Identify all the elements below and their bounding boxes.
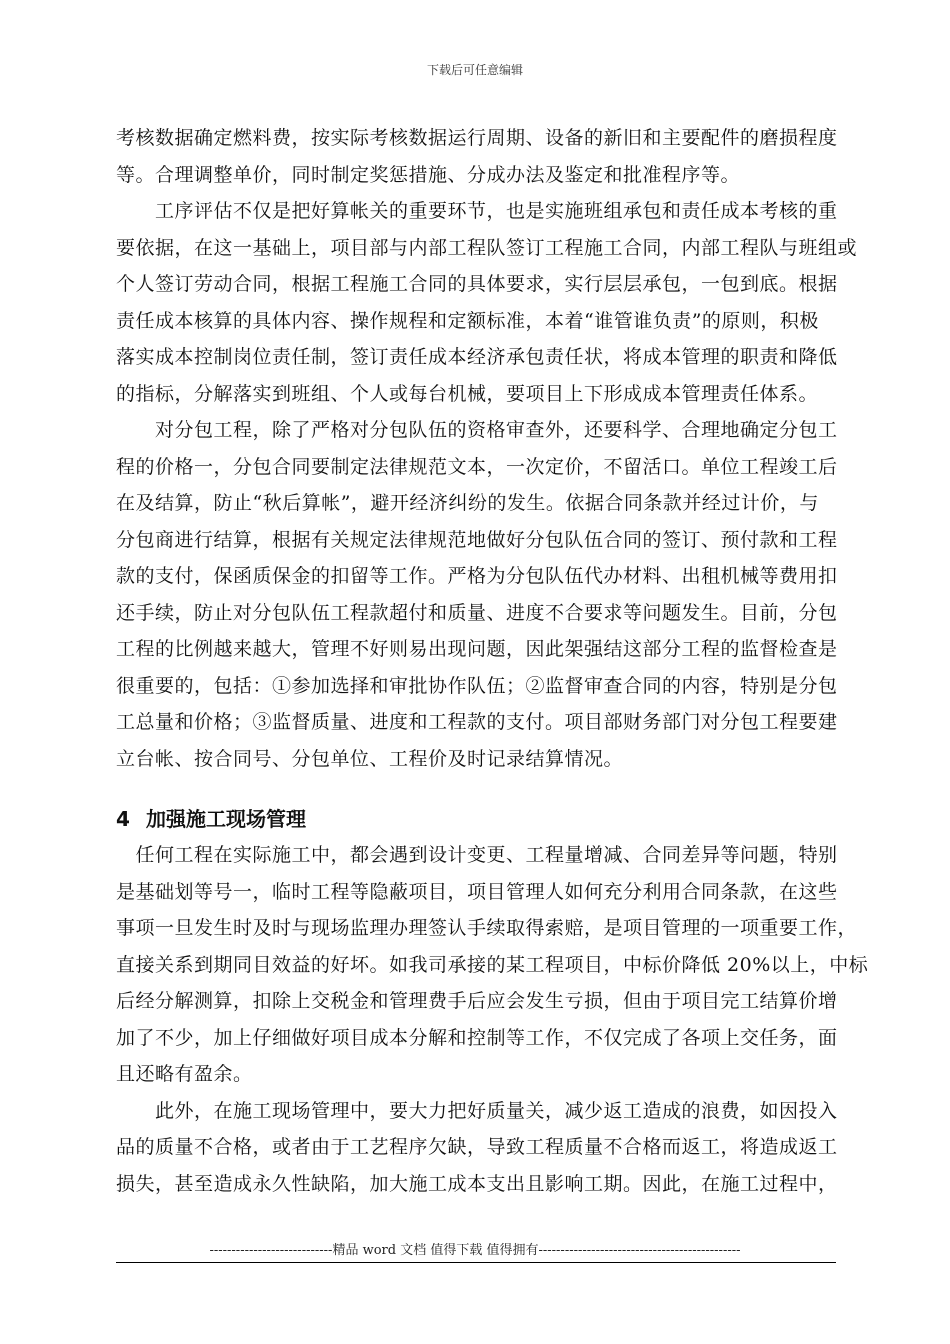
- text-line: 落实成本控制岗位责任制，签订责任成本经济承包责任状，将成本管理的职责和降低: [116, 346, 838, 368]
- text-line: 的指标，分解落实到班组、个人或每台机械，要项目上下形成成本管理责任体系。: [116, 382, 819, 405]
- text-line: 还手续，防止对分包队伍工程款超付和质量、进度不合要求等问题发生。目前，分包: [116, 601, 838, 624]
- text-line: 直接关系到期同目效益的好坏。如我司承接的某工程项目，中标价降低 20%以上，中标: [116, 953, 869, 976]
- section-heading: [116, 801, 838, 837]
- text-line: 任何工程在实际施工中，都会遇到设计变更、工程量增减、合同差异等问题，特别: [116, 844, 838, 866]
- text-line: 款的支付，保函质保金的扣留等工作。严格为分包队伍代办材料、出租机械等费用扣: [116, 565, 838, 587]
- text-line: 分包商进行结算，根据有关规定法律规范地做好分包队伍合同的签订、预付款和工程: [116, 528, 838, 551]
- text-line: 事项一旦发生时及时与现场监理办理签认手续取得索赔，是项目管理的一项重要工作，: [116, 917, 858, 939]
- section-number: 4: [116, 807, 130, 831]
- text-line: 后经分解测算，扣除上交税金和管理费手后应会发生亏损，但由于项目完工结算价增: [116, 990, 838, 1012]
- text-line: 工程的比例越来越大，管理不好则易出现问题，因此架强结这部分工程的监督检查是: [116, 638, 838, 660]
- paragraph: [116, 120, 838, 193]
- text-line: 损失，甚至造成永久性缺陷，加大施工成本支出且影响工期。因此，在施工过程中，: [116, 1172, 838, 1195]
- paragraph: [116, 412, 838, 777]
- text-line: 品的质量不合格，或者由于工艺程序欠缺，导致工程质量不合格而返工，将造成返工: [116, 1136, 838, 1158]
- text-line: 加了不少，加上仔细做好项目成本分解和控制等工作，不仅完成了各项上交任务，面: [116, 1026, 838, 1049]
- paragraph: [116, 1093, 838, 1203]
- text-line: 此外，在施工现场管理中，要大力把好质量关，减少返工造成的浪费，如因投入: [116, 1099, 838, 1122]
- text-line: 工序评估不仅是把好算帐关的重要环节，也是实施班组承包和责任成本考核的重: [116, 200, 838, 222]
- paragraph: [116, 837, 869, 1093]
- footer-rule: [116, 1262, 836, 1263]
- section-title: 加强施工现场管理: [146, 807, 306, 831]
- text-line: 很重要的，包括：①参加选择和审批协作队伍；②监督审查合同的内容，特别是分包: [116, 674, 838, 697]
- text-line: 立台帐、按合同号、分包单位、工程价及时记录结算情况。: [116, 747, 624, 770]
- text-line: 要依据，在这一基础上，项目部与内部工程队签订工程施工合同，内部工程队与班组或: [116, 236, 858, 259]
- text-line: 个人签订劳动合同，根据工程施工合同的具体要求，实行层层承包，一包到底。根据: [116, 273, 838, 295]
- text-line: 是基础划等号一，临时工程等隐蔽项目，项目管理人如何充分利用合同条款，在这些: [116, 880, 838, 903]
- text-line: 程的价格一，分包合同要制定法律规范文本，一次定价，不留活口。单位工程竣工后: [116, 455, 838, 478]
- paragraph: [116, 193, 858, 412]
- page-footer: ----------------------------精品 word 文档 值得下载 值得拥有----------------------------------------------: [209, 1243, 741, 1258]
- text-line: 在及结算，防止“秋后算帐”，避开经济纠纷的发生。依据合同条款并经过计价，与: [116, 492, 819, 514]
- text-line: 工总量和价格；③监督质量、进度和工程款的支付。项目部财务部门对分包工程要建: [116, 711, 838, 733]
- text-line: 对分包工程，除了严格对分包队伍的资格审查外，还要科学、合理地确定分包工: [116, 419, 838, 441]
- text-line: 等。合理调整单价，同时制定奖惩措施、分成办法及鉴定和批准程序等。: [116, 163, 741, 186]
- document-body: [116, 120, 869, 1202]
- page-header: 下载后可任意编辑: [426, 63, 523, 77]
- text-line: 且还略有盈余。: [116, 1063, 253, 1085]
- text-line: 考核数据确定燃料费，按实际考核数据运行周期、设备的新旧和主要配件的磨损程度: [116, 127, 838, 149]
- text-line: 责任成本核算的具体内容、操作规程和定额标准，本着“谁管谁负责”的原则，积极: [116, 309, 819, 332]
